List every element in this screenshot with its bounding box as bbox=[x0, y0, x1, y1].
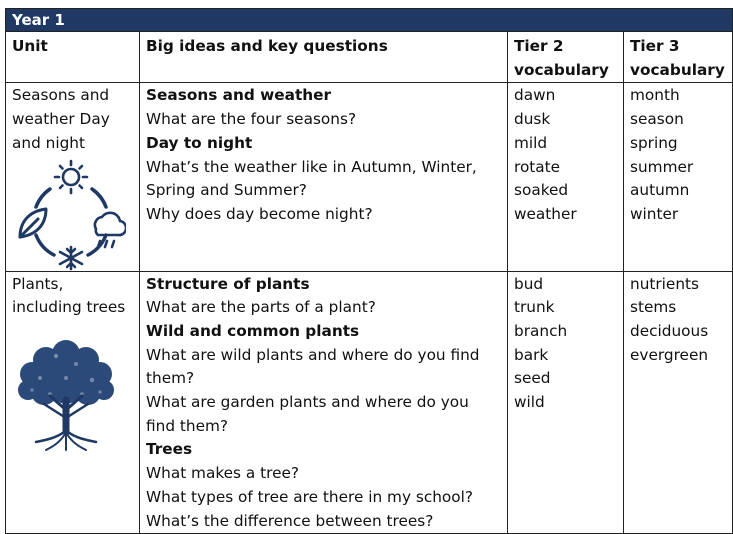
vocab-word: rotate bbox=[514, 157, 561, 176]
unit-line: Plants, bbox=[12, 274, 64, 293]
tier2-header-line2: vocabulary bbox=[514, 60, 609, 79]
vocab-word: evergreen bbox=[630, 345, 709, 364]
vocab-word: soaked bbox=[514, 181, 569, 200]
vocab-word: spring bbox=[630, 133, 678, 152]
tier3-header bbox=[624, 32, 733, 83]
year-header-row bbox=[6, 9, 733, 32]
unit-line: including trees bbox=[12, 298, 126, 317]
idea-question: Spring and Summer? bbox=[146, 181, 307, 200]
vocab-word: summer bbox=[630, 157, 694, 176]
tier2-cell bbox=[508, 83, 624, 271]
tree-icon bbox=[16, 334, 116, 452]
tier3-header-line2: vocabulary bbox=[630, 60, 725, 79]
unit-line: Seasons and bbox=[12, 86, 110, 105]
idea-question: What’s the weather like in Autumn, Winter, bbox=[146, 157, 477, 176]
vocab-word: bud bbox=[514, 274, 544, 293]
curriculum-table bbox=[5, 8, 733, 534]
vocab-word: dawn bbox=[514, 86, 556, 105]
idea-question: What are the four seasons? bbox=[146, 110, 357, 129]
big-ideas-header-label: Big ideas and key questions bbox=[146, 37, 388, 55]
vocab-word: season bbox=[630, 110, 684, 129]
vocab-word: trunk bbox=[514, 298, 555, 317]
vocab-word: dusk bbox=[514, 110, 551, 129]
vocab-word: weather bbox=[514, 204, 577, 223]
tier3-cell bbox=[624, 271, 733, 534]
idea-question: Why does day become night? bbox=[146, 204, 373, 223]
tier3-header-line1: Tier 3 bbox=[630, 37, 680, 55]
idea-question: What’s the difference between trees? bbox=[146, 511, 434, 530]
vocab-word: wild bbox=[514, 393, 545, 412]
tier2-cell bbox=[508, 271, 624, 534]
unit-cell bbox=[6, 271, 140, 534]
vocab-word: nutrients bbox=[630, 274, 700, 293]
vocab-word: stems bbox=[630, 298, 677, 317]
tier2-header-line1: Tier 2 bbox=[514, 37, 564, 55]
unit-cell bbox=[6, 83, 140, 271]
idea-heading: Day to night bbox=[146, 133, 253, 152]
idea-heading: Wild and common plants bbox=[146, 321, 360, 340]
vocab-word: seed bbox=[514, 369, 551, 388]
tier2-header bbox=[508, 32, 624, 83]
vocab-word: deciduous bbox=[630, 321, 709, 340]
big-ideas-cell bbox=[140, 271, 508, 534]
idea-question: What are wild plants and where do you find bbox=[146, 345, 480, 364]
unit-header bbox=[6, 32, 140, 83]
vocab-word: winter bbox=[630, 204, 679, 223]
table-row bbox=[6, 271, 733, 534]
idea-question: them? bbox=[146, 369, 195, 388]
table-row bbox=[6, 83, 733, 271]
column-header-row bbox=[6, 32, 733, 83]
year-title: Year 1 bbox=[6, 9, 733, 32]
unit-line: and night bbox=[12, 133, 85, 152]
idea-question: What are garden plants and where do you bbox=[146, 393, 469, 412]
big-ideas-header bbox=[140, 32, 508, 83]
idea-question: What are the parts of a plant? bbox=[146, 298, 376, 317]
vocab-word: bark bbox=[514, 345, 549, 364]
unit-line: weather Day bbox=[12, 110, 110, 129]
vocab-word: mild bbox=[514, 133, 548, 152]
vocab-word: branch bbox=[514, 321, 568, 340]
idea-heading: Seasons and weather bbox=[146, 86, 332, 105]
vocab-word: autumn bbox=[630, 181, 690, 200]
idea-heading: Structure of plants bbox=[146, 274, 310, 293]
idea-heading: Trees bbox=[146, 440, 193, 459]
idea-question: find them? bbox=[146, 416, 229, 435]
vocab-word: month bbox=[630, 86, 680, 105]
idea-question: What types of tree are there in my school? bbox=[146, 487, 474, 506]
unit-header-label: Unit bbox=[12, 37, 48, 55]
tier3-cell bbox=[624, 83, 733, 271]
idea-question: What makes a tree? bbox=[146, 464, 300, 483]
seasons-cycle-icon bbox=[14, 159, 126, 271]
big-ideas-cell bbox=[140, 83, 508, 271]
